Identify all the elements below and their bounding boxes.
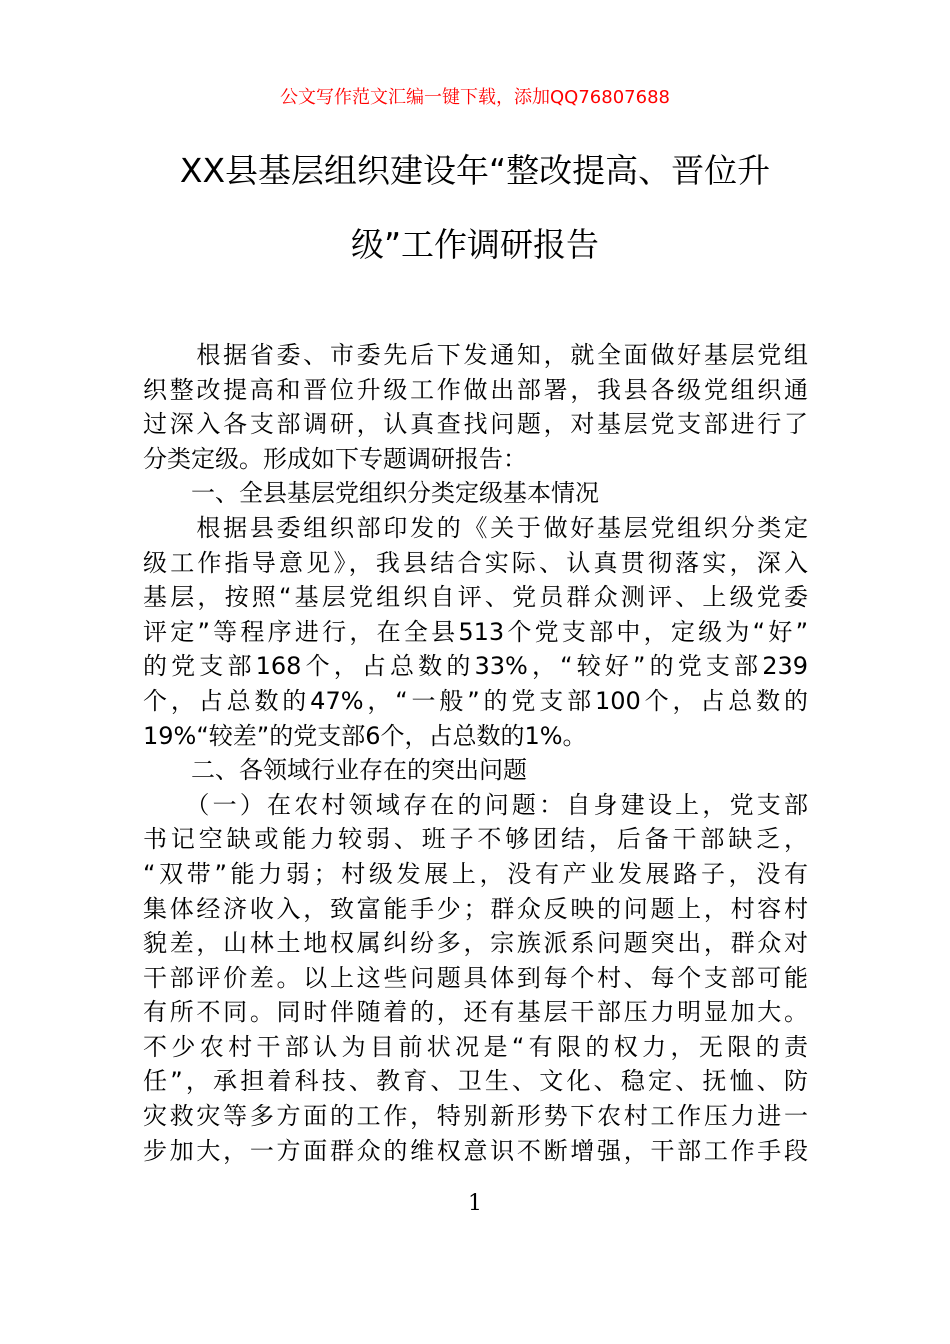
body-line: 个，占总数的47%，“一般”的党支部100个，占总数的 [143,686,808,715]
document-title-line-1: XX县基层组织建设年“整改提高、晋位升 [179,151,771,190]
body-line: “双带”能力弱；村级发展上，没有产业发展路子，没有 [143,859,808,888]
body-line: 书记空缺或能力较弱、班子不够团结，后备干部缺乏， [143,825,808,854]
section-heading-1: 一、全县基层党组织分类定级基本情况 [143,479,599,508]
body-line: 织整改提高和晋位升级工作做出部署，我县各级党组织通 [143,375,808,404]
body-line: 根据省委、市委先后下发通知，就全面做好基层党组 [143,341,808,369]
body-line: 步加大，一方面群众的维权意识不断增强，干部工作手段 [143,1136,808,1165]
body-line: （一）在农村领域存在的问题：自身建设上，党支部 [143,790,808,819]
body-line: 基层，按照“基层党组织自评、党员群众测评、上级党委 [143,583,808,612]
body-line: 级工作指导意见》，我县结合实际、认真贯彻落实，深入 [143,548,808,577]
body-line: 有所不同。同时伴随着的，还有基层干部压力明显加大。 [143,998,808,1027]
body-line: 干部评价差。以上这些问题具体到每个村、每个支部可能 [143,963,808,992]
body-line: 的党支部168个，占总数的33%，“较好”的党支部239 [143,652,808,681]
body-line: 过深入各支部调研，认真查找问题，对基层党支部进行了 [143,410,808,439]
body-line: 评定”等程序进行，在全县513个党支部中，定级为“好” [143,617,808,646]
report-body [143,338,808,1168]
section-heading-2: 二、各领域行业存在的突出问题 [143,756,527,785]
document-title-line-2: 级”工作调研报告 [350,225,600,264]
body-line: 根据县委组织部印发的《关于做好基层党组织分类定 [143,513,808,542]
header-download-note: 公文写作范文汇编一键下载，添加QQ76807688 [280,87,670,108]
document-title [130,147,820,268]
body-line: 灾救灾等多方面的工作，特别新形势下农村工作压力进一 [143,1102,808,1131]
body-line: 貌差，山林土地权属纠纷多，宗族派系问题突出，群众对 [143,929,808,958]
body-line: 分类定级。形成如下专题调研报告： [143,444,527,473]
page-number: 1 [468,1191,482,1216]
body-line: 任”，承担着科技、教育、卫生、文化、稳定、抚恤、防 [143,1067,808,1096]
body-line: 集体经济收入，致富能手少；群众反映的问题上，村容村 [143,894,808,923]
body-line: 不少农村干部认为目前状况是“有限的权力，无限的责 [143,1032,808,1061]
body-line: 19%“较差”的党支部6个，占总数的1%。 [143,721,587,750]
